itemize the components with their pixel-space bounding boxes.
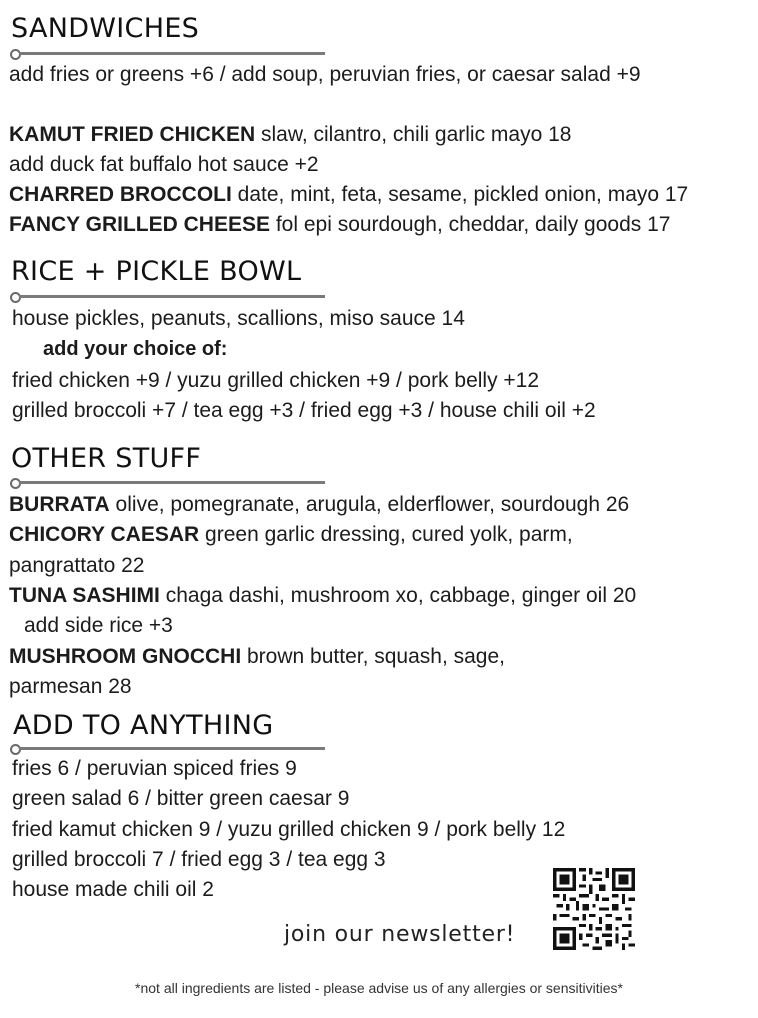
item-desc-continued: pangrattato 22 (9, 554, 145, 577)
newsletter-text: join our newsletter! (284, 922, 516, 947)
choice-label: add your choice of: (43, 338, 228, 360)
item-name: BURRATA (9, 493, 110, 516)
item-name: KAMUT FRIED CHICKEN (9, 123, 256, 146)
rice-bowl-heading: RICE + PICKLE BOWL (11, 256, 302, 287)
addon-line: fried kamut chicken 9 / yuzu grilled chicken 9 / pork belly 12 (12, 818, 566, 841)
item-addon: add duck fat buffalo hot sauce +2 (9, 153, 319, 176)
options-line: grilled broccoli +7 / tea egg +3 / fried egg +3 / house chili oil +2 (12, 399, 596, 422)
menu-item (9, 183, 688, 207)
item-name: TUNA SASHIMI (9, 584, 160, 607)
sandwiches-addon: add fries or greens +6 / add soup, peruvian fries, or caesar salad +9 (9, 63, 641, 86)
item-desc: date, mint, feta, sesame, pickled onion, mayo 17 (231, 183, 689, 206)
menu-item (9, 584, 636, 608)
options-line: fried chicken +9 / yuzu grilled chicken +9 / pork belly +12 (12, 369, 540, 392)
menu-item (9, 123, 571, 147)
rice-bowl-desc: house pickles, peanuts, scallions, miso sauce 14 (12, 307, 465, 330)
addon-line: house made chili oil 2 (12, 878, 214, 901)
menu-item (9, 493, 629, 517)
menu-item (9, 213, 670, 237)
item-name: CHICORY CAESAR (9, 523, 200, 546)
heading-rule (19, 52, 325, 55)
item-addon: add side rice +3 (24, 614, 173, 637)
menu-item (9, 645, 505, 669)
item-desc: fol epi sourdough, cheddar, daily goods 17 (269, 213, 671, 236)
item-name: MUSHROOM GNOCCHI (9, 645, 242, 668)
item-name: CHARRED BROCCOLI (9, 183, 232, 206)
item-desc: chaga dashi, mushroom xo, cabbage, ginger oil 20 (159, 584, 637, 607)
addon-line: fries 6 / peruvian spiced fries 9 (12, 757, 297, 780)
menu-item (9, 523, 573, 547)
item-desc: slaw, cilantro, chili garlic mayo 18 (255, 123, 572, 146)
item-desc: olive, pomegranate, arugula, elderflower, sourdough 26 (109, 493, 630, 516)
item-desc-continued: parmesan 28 (9, 675, 132, 698)
allergy-disclaimer: *not all ingredients are listed - please advise us of any allergies or sensitivities* (135, 980, 623, 996)
add-to-anything-heading: ADD TO ANYTHING (13, 710, 274, 741)
heading-rule (19, 295, 325, 298)
heading-rule (19, 747, 325, 750)
qr-code-icon[interactable] (552, 868, 636, 950)
item-desc: green garlic dressing, cured yolk, parm, (199, 523, 573, 546)
addon-line: green salad 6 / bitter green caesar 9 (12, 787, 350, 810)
addon-line: grilled broccoli 7 / fried egg 3 / tea egg 3 (12, 848, 386, 871)
item-desc: brown butter, squash, sage, (241, 645, 506, 668)
other-stuff-heading: OTHER STUFF (11, 443, 202, 474)
heading-rule (19, 481, 325, 484)
sandwiches-heading: SANDWICHES (11, 13, 200, 44)
item-name: FANCY GRILLED CHEESE (9, 213, 270, 236)
